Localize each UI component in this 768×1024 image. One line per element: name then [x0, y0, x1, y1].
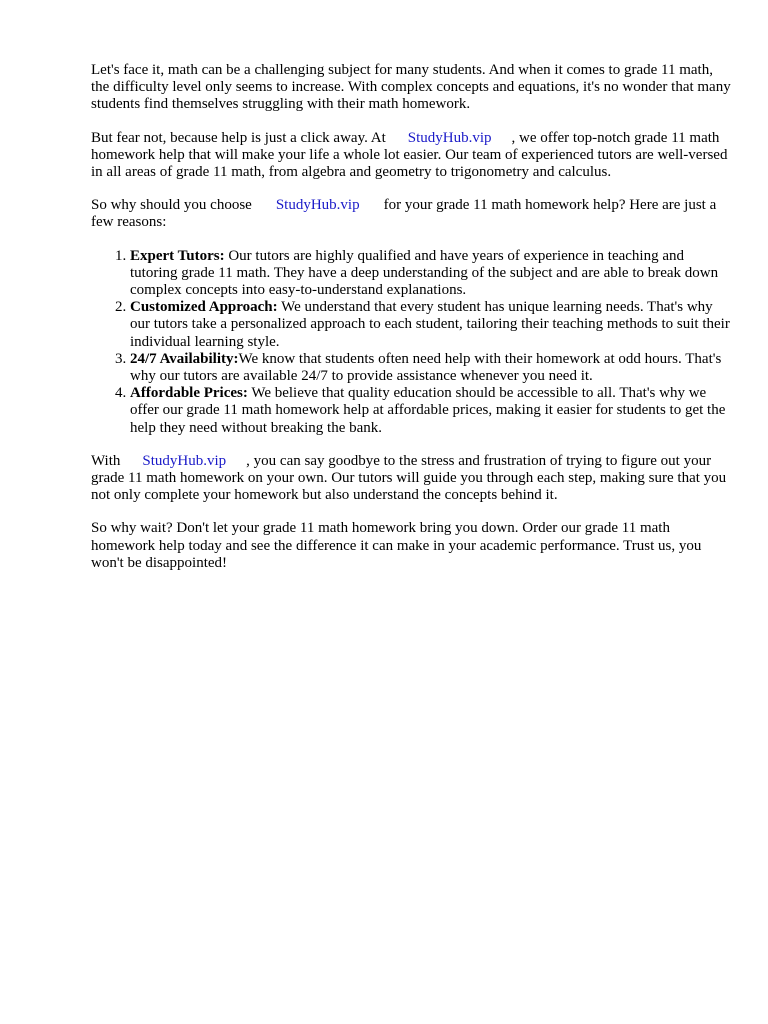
closing-paragraph: So why wait? Don't let your grade 11 math homework bring you down. Order our grade 11 math homework help today and see the difference it can make in your academic performance. Trust us, you won't be disappointed! [91, 520, 702, 571]
list-item [130, 385, 731, 437]
reason-title: Affordable Prices: [130, 385, 248, 402]
studyhub-link[interactable]: StudyHub.vip [142, 452, 227, 469]
why-choose-paragraph [91, 197, 731, 231]
why-text-after: for your grade 11 math homework help? Here are just a few reasons: [91, 197, 717, 231]
list-item [130, 351, 731, 385]
with-text: With [91, 452, 121, 469]
intro-paragraph: Let's face it, math can be a challenging subject for many students. And when it comes to grade 11 math, the difficulty level only seems to increase. With complex concepts and equations, it's no wonder that many students find themselves struggling with their math homework. [91, 62, 731, 113]
reason-title: Customized Approach: [130, 299, 278, 316]
list-item [130, 248, 731, 300]
list-item [130, 299, 731, 351]
reason-text: Our tutors are highly qualified and have years of experience in teaching and tutoring grade 11 math. They have a deep understanding of the subject and are able to break down complex concepts into easy-to-understand explanations. [130, 247, 719, 299]
offer-text-after: , we offer top-notch grade 11 math homework help that will make your life a whole lot easier. Our team of experienced tutors are well-versed in all areas of grade 11 math, from algebra and geometry to trigonometry and calculus. [91, 129, 728, 181]
document-body [91, 62, 731, 588]
goodbye-text-after: , you can say goodbye to the stress and frustration of trying to figure out your grade 11 math homework on your own. Our tutors will guide you through each step, making sure that you not only complete your homework but also understand the concepts behind it. [91, 452, 727, 504]
offer-text-before: But fear not, because help is just a click away. At [91, 129, 386, 146]
studyhub-link[interactable]: StudyHub.vip [275, 197, 360, 214]
reason-text: We know that students often need help with their homework at odd hours. That's why our tutors are available 24/7 to provide assistance whenever you need it. [130, 350, 722, 385]
reason-text: We understand that every student has unique learning needs. That's why our tutors take a personalized approach to each student, tailoring their teaching methods to suit their individual learning style. [130, 299, 730, 350]
goodbye-stress-paragraph [91, 453, 731, 505]
why-text-before: So why should you choose [91, 197, 252, 214]
reason-title: 24/7 Availability: [130, 350, 239, 367]
reason-title: Expert Tutors: [130, 247, 225, 264]
reason-text: We believe that quality education should be accessible to all. That's why we offer our grade 11 math homework help at affordable prices, making it easier for students to get the help they need without breaking the bank. [130, 385, 726, 436]
offer-paragraph [91, 130, 731, 182]
studyhub-link[interactable]: StudyHub.vip [407, 129, 492, 146]
reasons-list [91, 248, 731, 437]
